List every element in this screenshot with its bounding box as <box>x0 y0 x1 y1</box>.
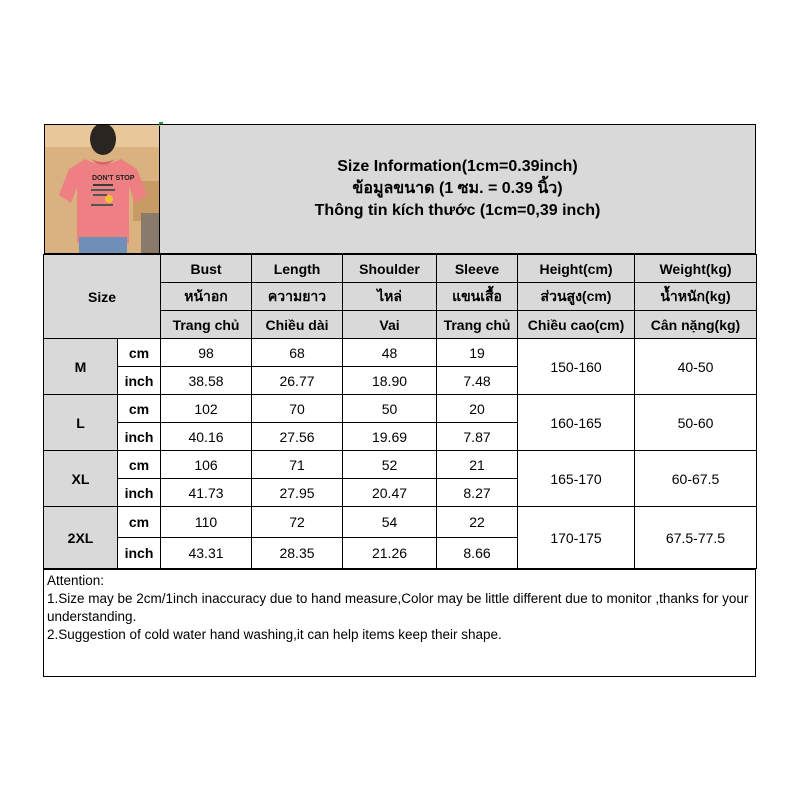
col-length-th: ความยาว <box>252 283 343 311</box>
attention-notes <box>43 569 756 677</box>
col-shoulder-vi: Vai <box>343 311 437 339</box>
table-cell: 48 <box>343 339 437 367</box>
height-range-cell: 165-170 <box>518 451 635 507</box>
table-cell: 22 <box>437 507 518 538</box>
header-title-th: ข้อมูลขนาด (1 ซม. = 0.39 นิ้ว) <box>352 180 563 197</box>
height-range-cell: 170-175 <box>518 507 635 569</box>
attention-note-2: 2.Suggestion of cold water hand washing,it can help items keep their shape. <box>47 627 502 642</box>
attention-title: Attention: <box>47 573 105 588</box>
attention-note-1: 1.Size may be 2cm/1inch inaccuracy due to hand measure,Color may be little different due to monitor ,thanks for your understanding. <box>47 591 749 624</box>
pink-tshirt-illustration <box>45 125 160 254</box>
shirt-print-text: DON'T STOP <box>92 175 135 182</box>
col-shoulder-en: Shoulder <box>343 255 437 283</box>
table-cell: 27.56 <box>252 423 343 451</box>
col-length-vi: Chiều dài <box>252 311 343 339</box>
table-cell: 54 <box>343 507 437 538</box>
table-cell: 110 <box>161 507 252 538</box>
col-weight-th: น้ำหนัก(kg) <box>635 283 757 311</box>
row-size-label: XL <box>44 451 118 507</box>
table-cell: 20 <box>437 395 518 423</box>
col-bust-vi: Trang chủ <box>161 311 252 339</box>
size-chart-table <box>43 254 757 569</box>
table-cell: 19.69 <box>343 423 437 451</box>
weight-range-cell: 60-67.5 <box>635 451 757 507</box>
table-cell: 21 <box>437 451 518 479</box>
unit-inch-label: inch <box>118 423 161 451</box>
row-size-label: 2XL <box>44 507 118 569</box>
col-sleeve-th: แขนเสื้อ <box>437 283 518 311</box>
unit-inch-label: inch <box>118 538 161 569</box>
header-title-vi: Thông tin kích thước (1cm=0,39 inch) <box>314 202 601 219</box>
table-cell: 52 <box>343 451 437 479</box>
col-length-en: Length <box>252 255 343 283</box>
weight-range-cell: 67.5-77.5 <box>635 507 757 569</box>
col-shoulder-th: ไหล่ <box>343 283 437 311</box>
table-cell: 19 <box>437 339 518 367</box>
col-bust-en: Bust <box>161 255 252 283</box>
col-height-en: Height(cm) <box>518 255 635 283</box>
col-height-vi: Chiều cao(cm) <box>518 311 635 339</box>
table-cell: 70 <box>252 395 343 423</box>
col-weight-en: Weight(kg) <box>635 255 757 283</box>
unit-cm-label: cm <box>118 395 161 423</box>
weight-range-cell: 40-50 <box>635 339 757 395</box>
size-header-cell: Size <box>44 255 161 339</box>
unit-cm-label: cm <box>118 507 161 538</box>
row-size-label: L <box>44 395 118 451</box>
col-bust-th: หน้าอก <box>161 283 252 311</box>
table-cell: 7.87 <box>437 423 518 451</box>
table-cell: 21.26 <box>343 538 437 569</box>
table-cell: 27.95 <box>252 479 343 507</box>
table-cell: 106 <box>161 451 252 479</box>
table-cell: 26.77 <box>252 367 343 395</box>
col-weight-vi: Cân nặng(kg) <box>635 311 757 339</box>
header-title-en: Size Information(1cm=0.39inch) <box>337 158 578 175</box>
table-cell: 7.48 <box>437 367 518 395</box>
unit-cm-label: cm <box>118 451 161 479</box>
table-cell: 102 <box>161 395 252 423</box>
table-cell: 43.31 <box>161 538 252 569</box>
table-cell: 72 <box>252 507 343 538</box>
table-cell: 71 <box>252 451 343 479</box>
weight-range-cell: 50-60 <box>635 395 757 451</box>
row-size-label: M <box>44 339 118 395</box>
unit-inch-label: inch <box>118 479 161 507</box>
product-photo <box>44 124 160 254</box>
col-sleeve-vi: Trang chủ <box>437 311 518 339</box>
table-cell: 38.58 <box>161 367 252 395</box>
table-cell: 8.27 <box>437 479 518 507</box>
table-cell: 98 <box>161 339 252 367</box>
table-cell: 68 <box>252 339 343 367</box>
unit-cm-label: cm <box>118 339 161 367</box>
table-cell: 8.66 <box>437 538 518 569</box>
table-cell: 41.73 <box>161 479 252 507</box>
table-cell: 20.47 <box>343 479 437 507</box>
unit-inch-label: inch <box>118 367 161 395</box>
table-cell: 40.16 <box>161 423 252 451</box>
col-sleeve-en: Sleeve <box>437 255 518 283</box>
table-cell: 28.35 <box>252 538 343 569</box>
col-height-th: ส่วนสูง(cm) <box>518 283 635 311</box>
table-cell: 50 <box>343 395 437 423</box>
size-info-header <box>160 124 756 254</box>
height-range-cell: 160-165 <box>518 395 635 451</box>
table-cell: 18.90 <box>343 367 437 395</box>
height-range-cell: 150-160 <box>518 339 635 395</box>
